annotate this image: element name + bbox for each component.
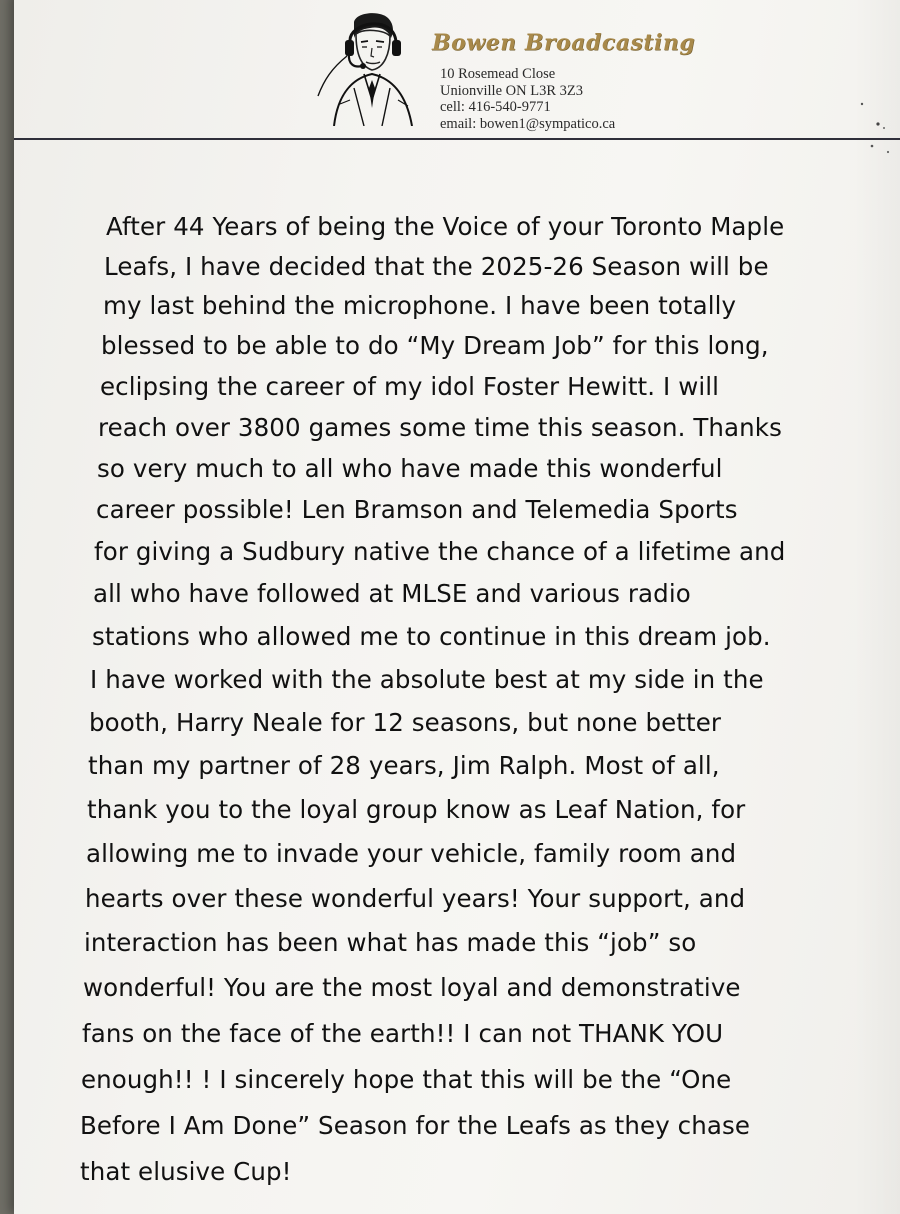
letter-line: I have worked with the absolute best at my side in the	[90, 664, 764, 694]
letter-line: Before I Am Done” Season for the Leafs as they chase	[80, 1110, 751, 1140]
cell-phone: cell: 416-540-9771	[440, 99, 551, 115]
letter-line: wonderful! You are the most loyal and demonstrative	[83, 973, 741, 1003]
letter-line: reach over 3800 games some time this season. Thanks	[98, 412, 782, 442]
letterhead-divider	[14, 138, 900, 140]
company-name: Bowen Broadcasting	[432, 30, 696, 56]
letter-line: interaction has been what has made this “job” so	[84, 928, 697, 958]
letter-line: allowing me to invade your vehicle, family room and	[86, 839, 737, 869]
letter-line: stations who allowed me to continue in this dream job.	[92, 621, 771, 651]
letter-line: After 44 Years of being the Voice of your Toronto Maple	[106, 212, 785, 241]
letter-line: for giving a Sudbury native the chance of a lifetime and	[94, 537, 786, 567]
letter-line: career possible! Len Bramson and Telemedia Sports	[96, 495, 738, 525]
address-line-1: 10 Rosemead Close	[440, 66, 556, 82]
letter-line: eclipsing the career of my idol Foster Hewitt. I will	[100, 371, 720, 401]
letter-line: so very much to all who have made this wonderful	[97, 453, 723, 483]
letter-line: all who have followed at MLSE and various radio	[93, 579, 691, 609]
letter-page	[14, 0, 900, 1214]
letter-line: Leafs, I have decided that the 2025-26 Season will be	[104, 251, 769, 281]
letter-line: enough!! ! I sincerely hope that this will be the “One	[81, 1064, 732, 1094]
letter-line: hearts over these wonderful years! Your support, and	[85, 883, 746, 913]
letter-line: fans on the face of the earth!! I can not THANK YOU	[82, 1018, 724, 1048]
letter-line: blessed to be able to do “My Dream Job” for this long,	[101, 331, 769, 361]
address-line-2: Unionville ON L3R 3Z3	[440, 82, 583, 99]
letter-line: that elusive Cup!	[80, 1157, 292, 1187]
letter-body	[14, 212, 900, 1187]
address-block	[440, 66, 615, 132]
email-address: email: bowen1@sympatico.ca	[440, 115, 616, 132]
letter-line: booth, Harry Neale for 12 seasons, but none better	[89, 707, 722, 737]
letter-line: than my partner of 28 years, Jim Ralph. Most of all,	[88, 751, 720, 781]
letter-line: thank you to the loyal group know as Leaf Nation, for	[87, 795, 746, 825]
broadcaster-headset-portrait-icon	[314, 8, 424, 126]
paper-specks	[854, 94, 894, 164]
letterhead	[314, 8, 874, 138]
letter-line: my last behind the microphone. I have been totally	[103, 291, 737, 321]
